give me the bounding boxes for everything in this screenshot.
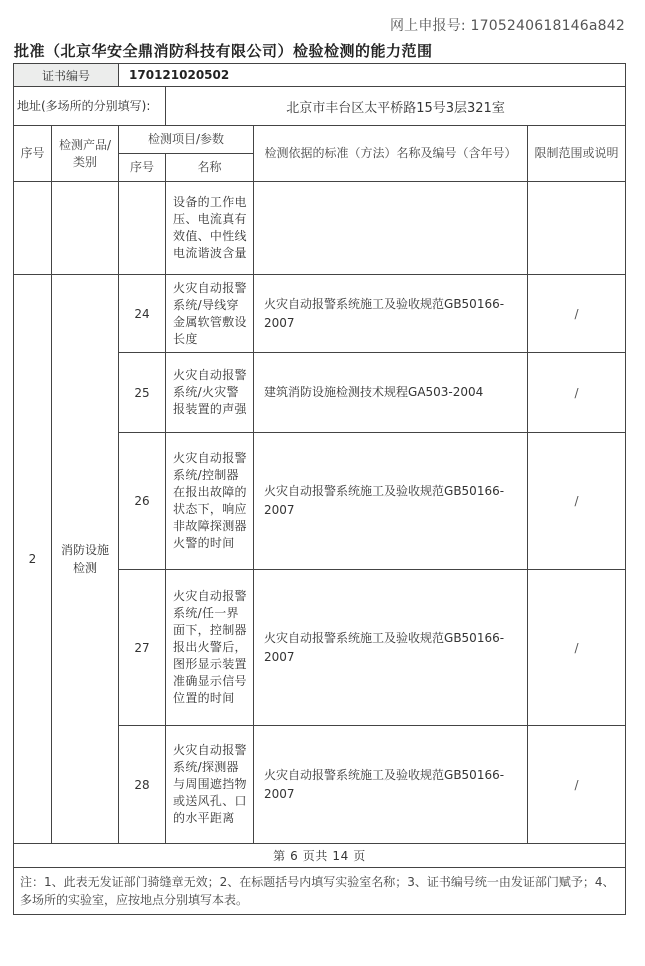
certificate-number: 170121020502: [119, 64, 626, 87]
limit-text: /: [528, 570, 626, 726]
address-label: 地址(多场所的分别填写):: [14, 87, 166, 126]
standard-text: [254, 182, 528, 275]
item-seq: 27: [119, 570, 166, 726]
certificate-row: [14, 64, 626, 87]
item-name: 火灾自动报警系统/火灾警报装置的声强: [166, 353, 254, 433]
standard-text: 火灾自动报警系统施工及验收规范GB50166-2007: [254, 433, 528, 570]
online-report-number: 网上申报号: 1705240618146a842: [389, 18, 625, 34]
limit-text: [528, 182, 626, 275]
item-name: 火灾自动报警系统/探测器与周围遮挡物或送风孔、口的水平距离: [166, 726, 254, 844]
header-item-name: 名称: [166, 154, 254, 182]
item-name: 火灾自动报警系统/任一界面下，控制器报出火警后，图形显示装置准确显示信号位置的时间: [166, 570, 254, 726]
item-seq: 26: [119, 433, 166, 570]
item-seq: 25: [119, 353, 166, 433]
header-item-seq: 序号: [119, 154, 166, 182]
item-name: 火灾自动报警系统/导线穿金属软管敷设长度: [166, 275, 254, 353]
document-title: 批准（北京华安全鼎消防科技有限公司）检验检测的能力范围: [14, 42, 433, 60]
address-value: 北京市丰台区太平桥路15号3层321室: [166, 87, 626, 126]
group-seq: 2: [14, 275, 52, 844]
header-limit: 限制范围或说明: [528, 126, 626, 182]
standard-text: 建筑消防设施检测技术规程GA503-2004: [254, 353, 528, 433]
page-info: 第 6 页共 14 页: [14, 844, 626, 868]
item-seq: 24: [119, 275, 166, 353]
header-seq: 序号: [14, 126, 52, 182]
notes-row: [14, 868, 626, 915]
limit-text: /: [528, 726, 626, 844]
empty-cell: [14, 182, 52, 275]
empty-cell: [52, 182, 119, 275]
item-seq: [119, 182, 166, 275]
item-name: 火灾自动报警系统/控制器在报出故障的状态下，响应非故障探测器火警的时间: [166, 433, 254, 570]
item-name: 设备的工作电压、电流真有效值、中性线电流谐波含量: [166, 182, 254, 275]
table-row: [14, 182, 626, 275]
header-items: 检测项目/参数: [119, 126, 254, 154]
group-product: 消防设施检测: [52, 275, 119, 844]
limit-text: /: [528, 275, 626, 353]
standard-text: 火灾自动报警系统施工及验收规范GB50166-2007: [254, 570, 528, 726]
notes: 注：1、此表无发证部门骑缝章无效；2、在标题括号内填写实验室名称；3、证书编号统一由发证部门赋予；4、多场所的实验室，应按地点分别填写本表。: [14, 868, 626, 915]
header-product: 检测产品/类别: [52, 126, 119, 182]
table-row: [14, 275, 626, 353]
capability-scope-table: [13, 63, 626, 915]
header-row-1: [14, 126, 626, 154]
page-info-row: [14, 844, 626, 868]
item-seq: 28: [119, 726, 166, 844]
limit-text: /: [528, 433, 626, 570]
standard-text: 火灾自动报警系统施工及验收规范GB50166-2007: [254, 726, 528, 844]
address-row: [14, 87, 626, 126]
standard-text: 火灾自动报警系统施工及验收规范GB50166-2007: [254, 275, 528, 353]
limit-text: /: [528, 353, 626, 433]
certificate-label: 证书编号: [14, 64, 119, 87]
header-standard: 检测依据的标准（方法）名称及编号（含年号）: [254, 126, 528, 182]
